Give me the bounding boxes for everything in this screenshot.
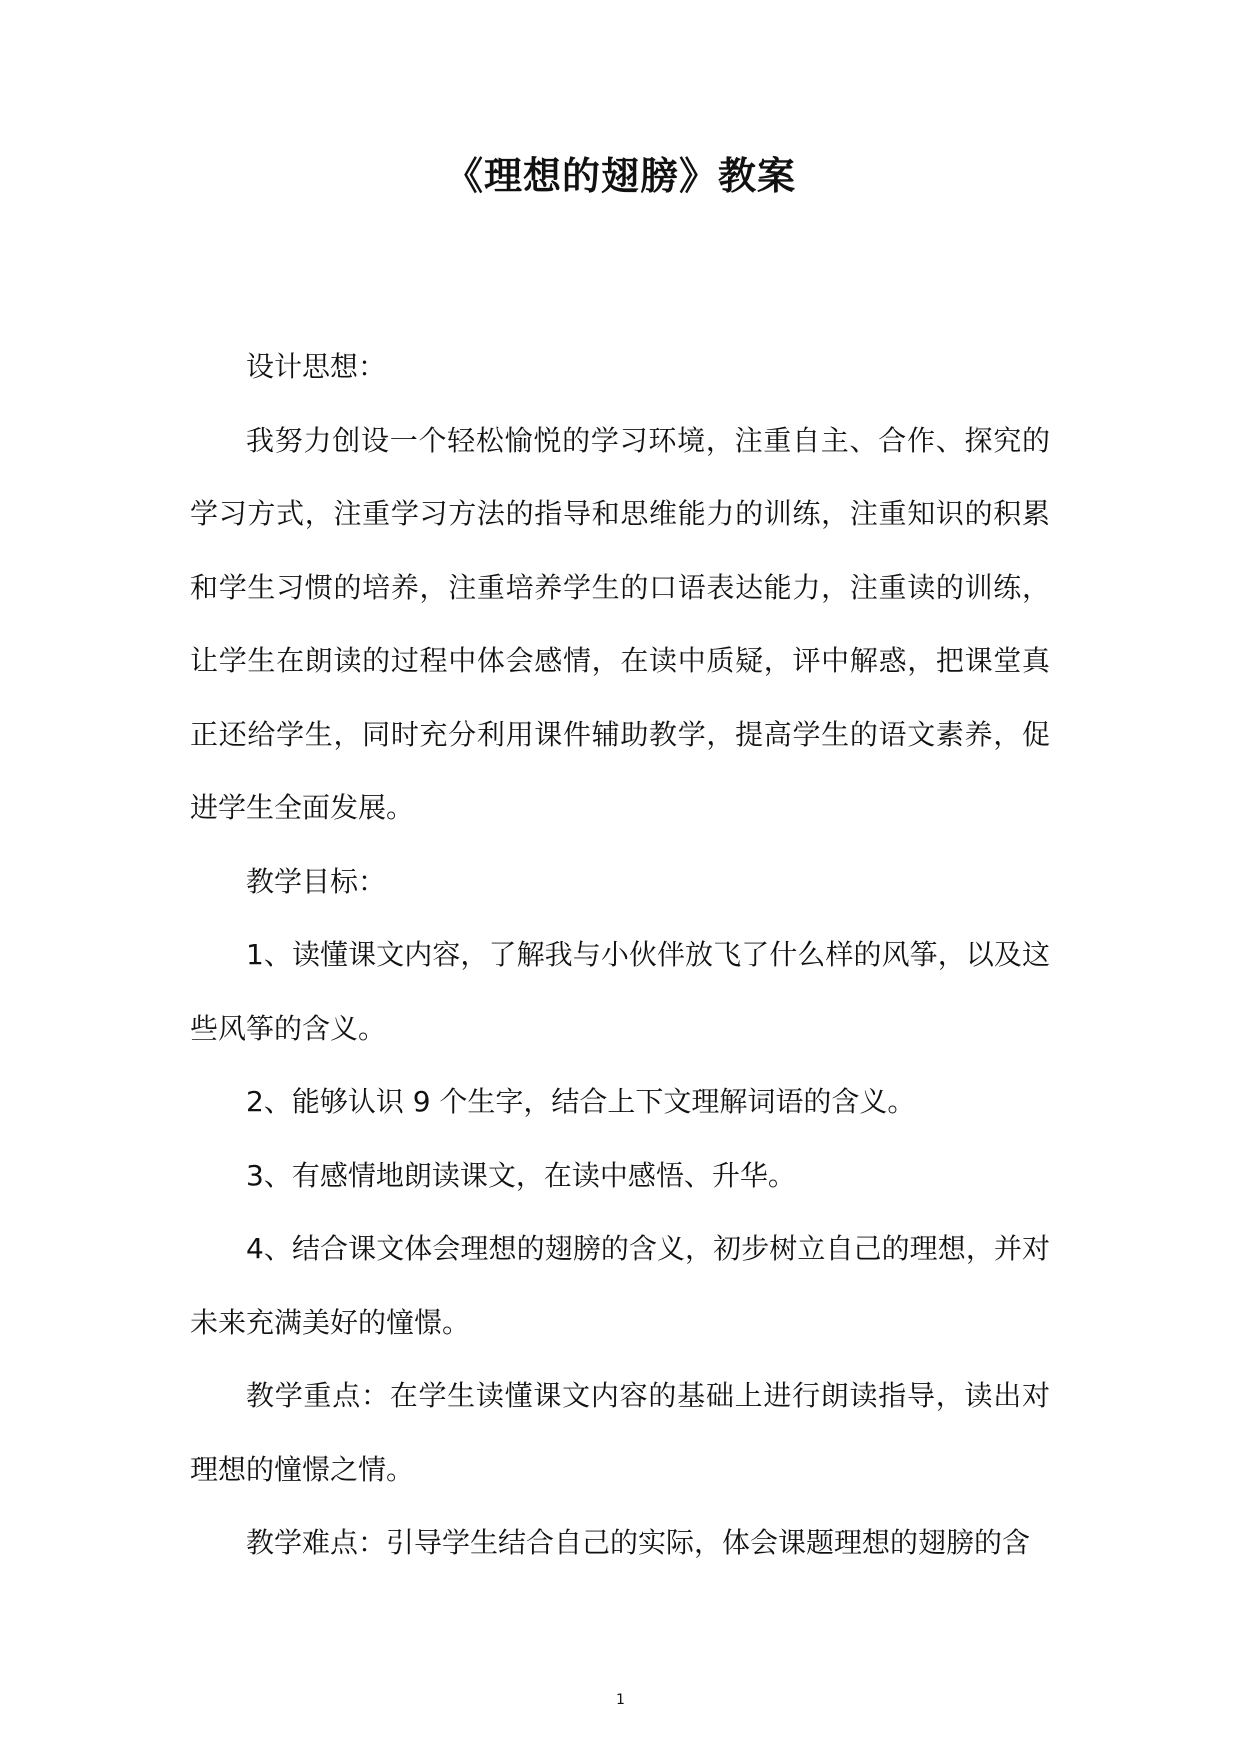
paragraph-goal-2: 2、能够认识 9 个生字，结合上下文理解词语的含义。	[246, 1085, 916, 1118]
paragraph-design-heading: 设计思想：	[246, 350, 387, 383]
paragraph-difficulty: 教学难点：引导学生结合自己的实际，体会课题理想的翅膀的含	[246, 1526, 1031, 1559]
document-body	[190, 330, 1050, 1580]
paragraph-design-content: 我努力创设一个轻松愉悦的学习环境，注重自主、合作、探究的学习方式，注重学习方法的指导和思维能力的训练，注重知识的积累和学生习惯的培养，注重培养学生的口语表达能力，注重读的训练，让学生在朗读的过程中体会感情，在读中质疑，评中解惑，把课堂真正还给学生，同时充分利用课件辅助教学，提高学生的语文素养，促进学生全面发展。	[190, 423, 1050, 824]
page-number: 1	[616, 1692, 625, 1708]
paragraph-goal-1: 1、读懂课文内容，了解我与小伙伴放飞了什么样的风筝，以及这些风筝的含义。	[190, 938, 1050, 1045]
paragraph-key-point: 教学重点：在学生读懂课文内容的基础上进行朗读指导，读出对理想的憧憬之情。	[190, 1379, 1050, 1486]
paragraph-goal-4: 4、结合课文体会理想的翅膀的含义，初步树立自己的理想，并对未来充满美好的憧憬。	[190, 1232, 1050, 1339]
paragraph-goals-heading: 教学目标：	[246, 864, 387, 898]
paragraph-goal-3: 3、有感情地朗读课文，在读中感悟、升华。	[246, 1158, 796, 1192]
document-title: 《理想的翅膀》教案	[444, 153, 796, 198]
